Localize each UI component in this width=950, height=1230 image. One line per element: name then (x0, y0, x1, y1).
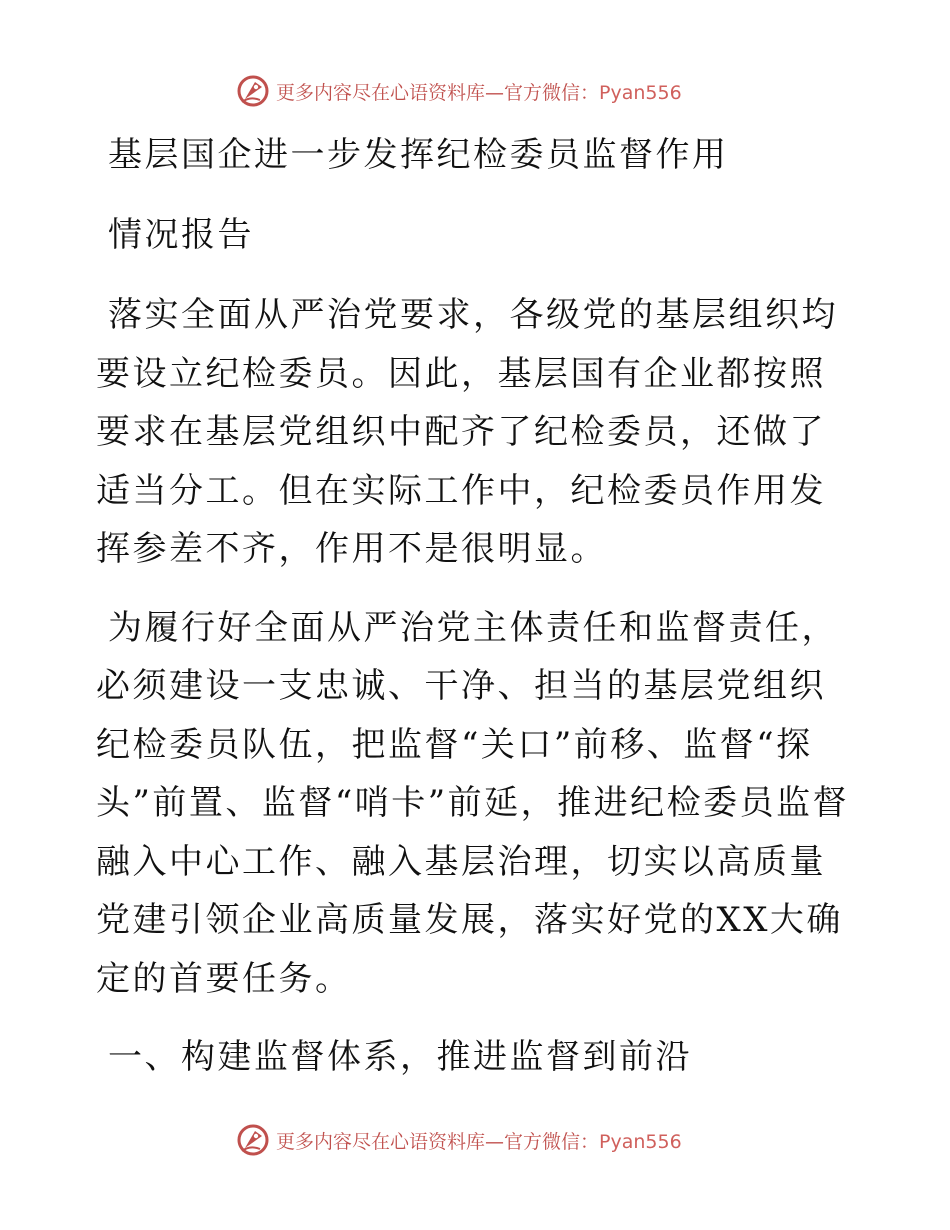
banner-text: 更多内容尽在心语资料库—官方微信：Pyan556 (276, 81, 682, 104)
paragraph: 为履行好全面从严治党主体责任和监督责任，必须建设一支忠诚、干净、担当的基层党组织纪检委员队伍，把监督“关口”前移、监督“探头”前置、监督“哨卡”前延，推进纪检委员监督融入中心工作、融入基层治理，切实以高质量党建引领企业高质量发展，落实好党的XX大确定的首要任务。 (96, 607, 850, 999)
banner-text: 更多内容尽在心语资料库—官方微信：Pyan556 (276, 1130, 682, 1153)
header-banner (236, 74, 682, 108)
section-heading: 一、构建监督体系，推进监督到前沿 (108, 1037, 692, 1077)
footer-banner (236, 1123, 682, 1157)
document-body (96, 126, 856, 1087)
document-title: 基层国企进一步发挥纪检委员监督作用 (108, 135, 729, 175)
document-subtitle: 情况报告 (108, 214, 254, 255)
paragraph: 落实全面从严治党要求，各级党的基层组织均要设立纪检委员。因此，基层国有企业都按照要求在基层党组织中配齐了纪检委员，还做了适当分工。但在实际工作中，纪检委员作用发挥参差不齐，作用不是很明显。 (96, 295, 838, 569)
wechat-handle: Pyan556 (599, 1130, 682, 1153)
pen-nib-logo-icon (236, 74, 270, 108)
pen-nib-logo-icon (236, 1123, 270, 1157)
wechat-handle: Pyan556 (599, 81, 682, 104)
